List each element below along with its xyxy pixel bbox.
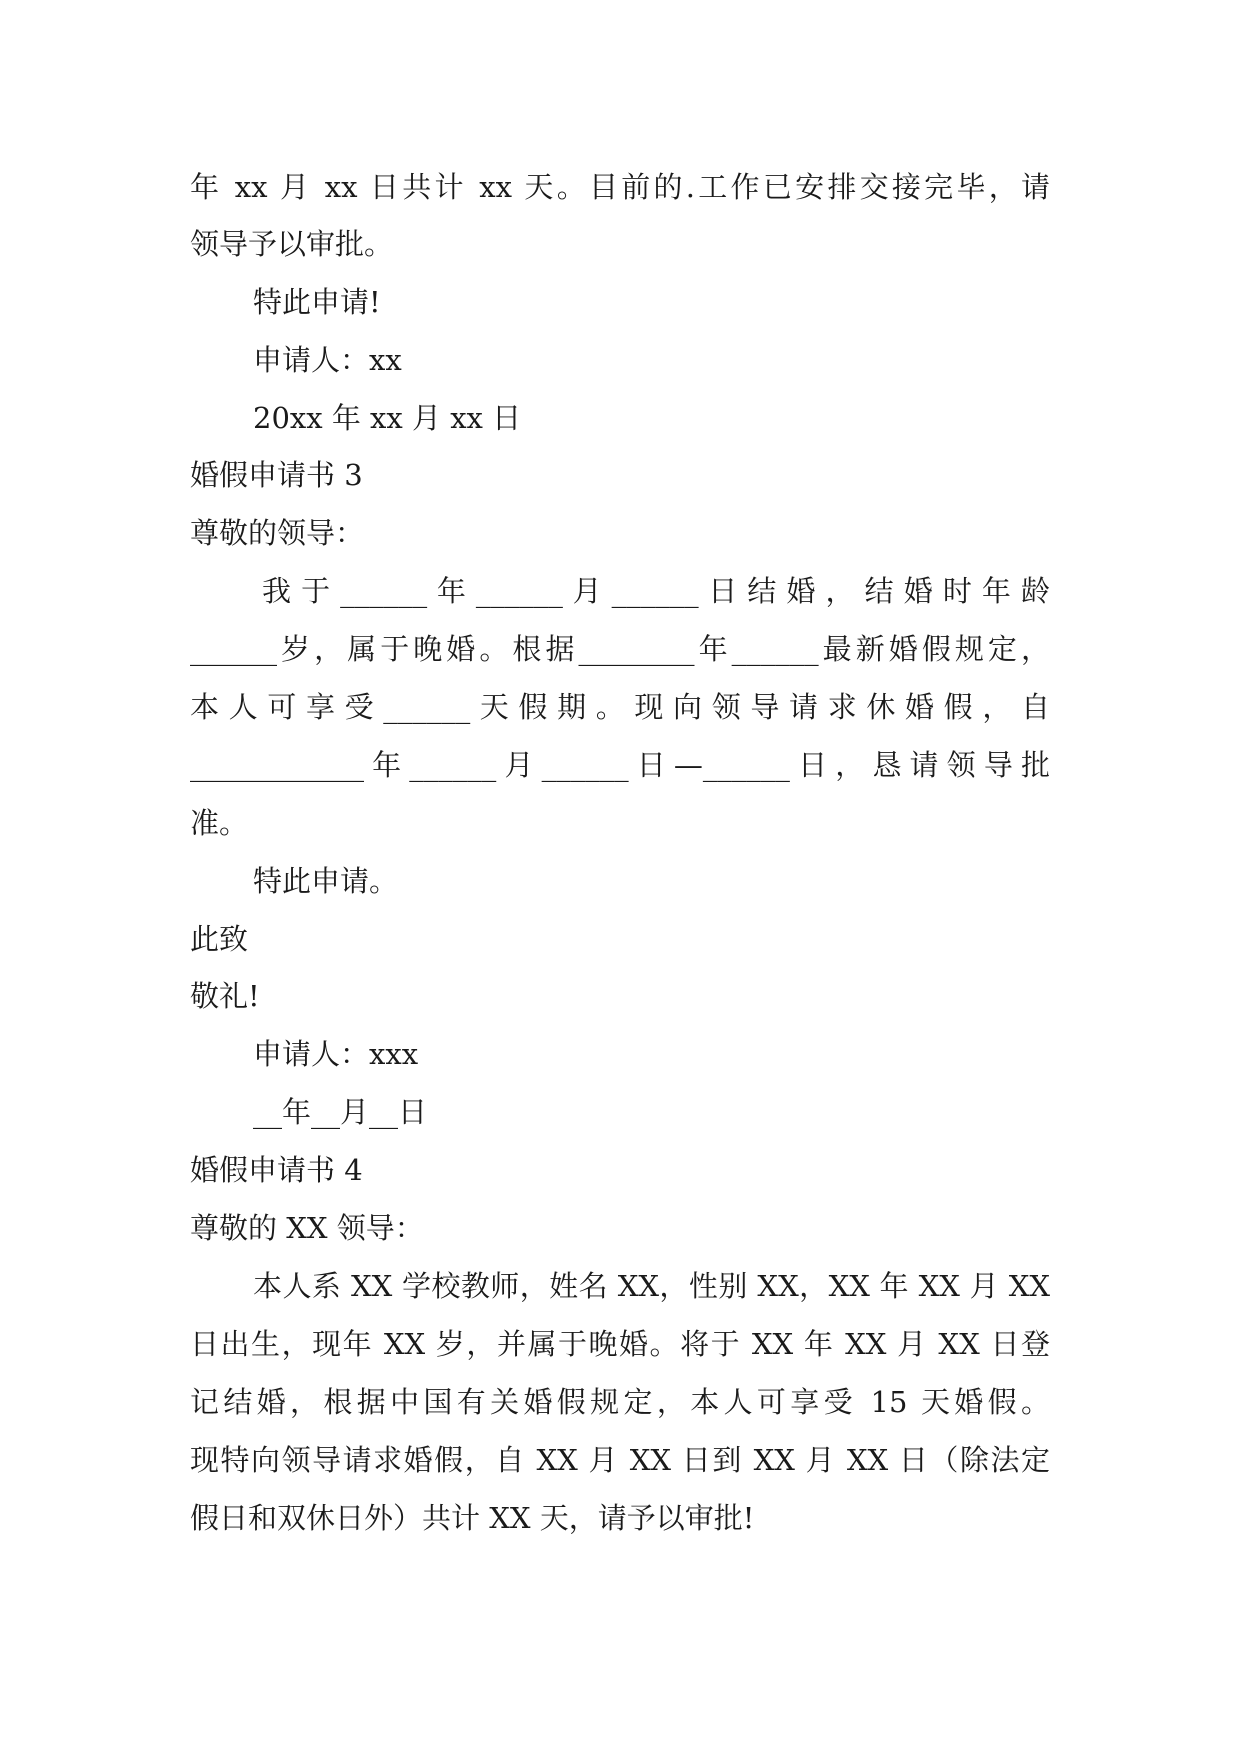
date-line: 20xx 年 xx 月 xx 日: [253, 401, 522, 435]
text-line: ______岁，属于晚婚。根据________年______最新婚假规定，: [190, 632, 1050, 666]
text-line: 日出生，现年 XX 岁，并属于晚婚。将于 XX 年 XX 月 XX 日登: [190, 1327, 1050, 1361]
closing-line: 此致: [190, 922, 249, 956]
salutation: 尊敬的领导：: [190, 516, 365, 550]
salutation: 尊敬的 XX 领导：: [190, 1211, 424, 1245]
text-line: 年 xx 月 xx 日共计 xx 天。目前的.工作已安排交接完毕，请: [190, 170, 1050, 204]
text-line: 记结婚，根据中国有关婚假规定，本人可享受 15 天婚假。: [190, 1385, 1050, 1419]
text-line: 我 于 ______ 年 ______ 月 ______ 日 结 婚 ， 结 婚 时 年 龄: [262, 574, 1050, 608]
text-line: 本人系 XX 学校教师，姓名 XX，性别 XX，XX 年 XX 月 XX: [253, 1269, 1050, 1303]
text-line: 领导予以审批。: [190, 227, 394, 261]
section-title: 婚假申请书 4: [190, 1153, 363, 1187]
applicant-line: 申请人：xx: [253, 343, 402, 377]
text-line: ____________年______月______日—______日，恳请领导批: [190, 748, 1050, 782]
closing-line: 敬礼!: [190, 979, 260, 1013]
text-line: 假日和双休日外）共计 XX 天，请予以审批!: [190, 1501, 755, 1535]
section-title: 婚假申请书 3: [190, 458, 363, 492]
closing-line: 特此申请!: [253, 285, 381, 319]
applicant-line: 申请人：xxx: [253, 1037, 419, 1071]
text-line: 现特向领导请求婚假，自 XX 月 XX 日到 XX 月 XX 日（除法定: [190, 1443, 1050, 1477]
date-line: __年__月__日: [253, 1095, 428, 1129]
closing-line: 特此申请。: [253, 864, 399, 898]
text-line: 准。: [190, 806, 249, 840]
text-line: 本 人 可 享 受 ______ 天 假 期 。 现 向 领 导 请 求 休 婚 假 ， 自: [190, 690, 1050, 724]
